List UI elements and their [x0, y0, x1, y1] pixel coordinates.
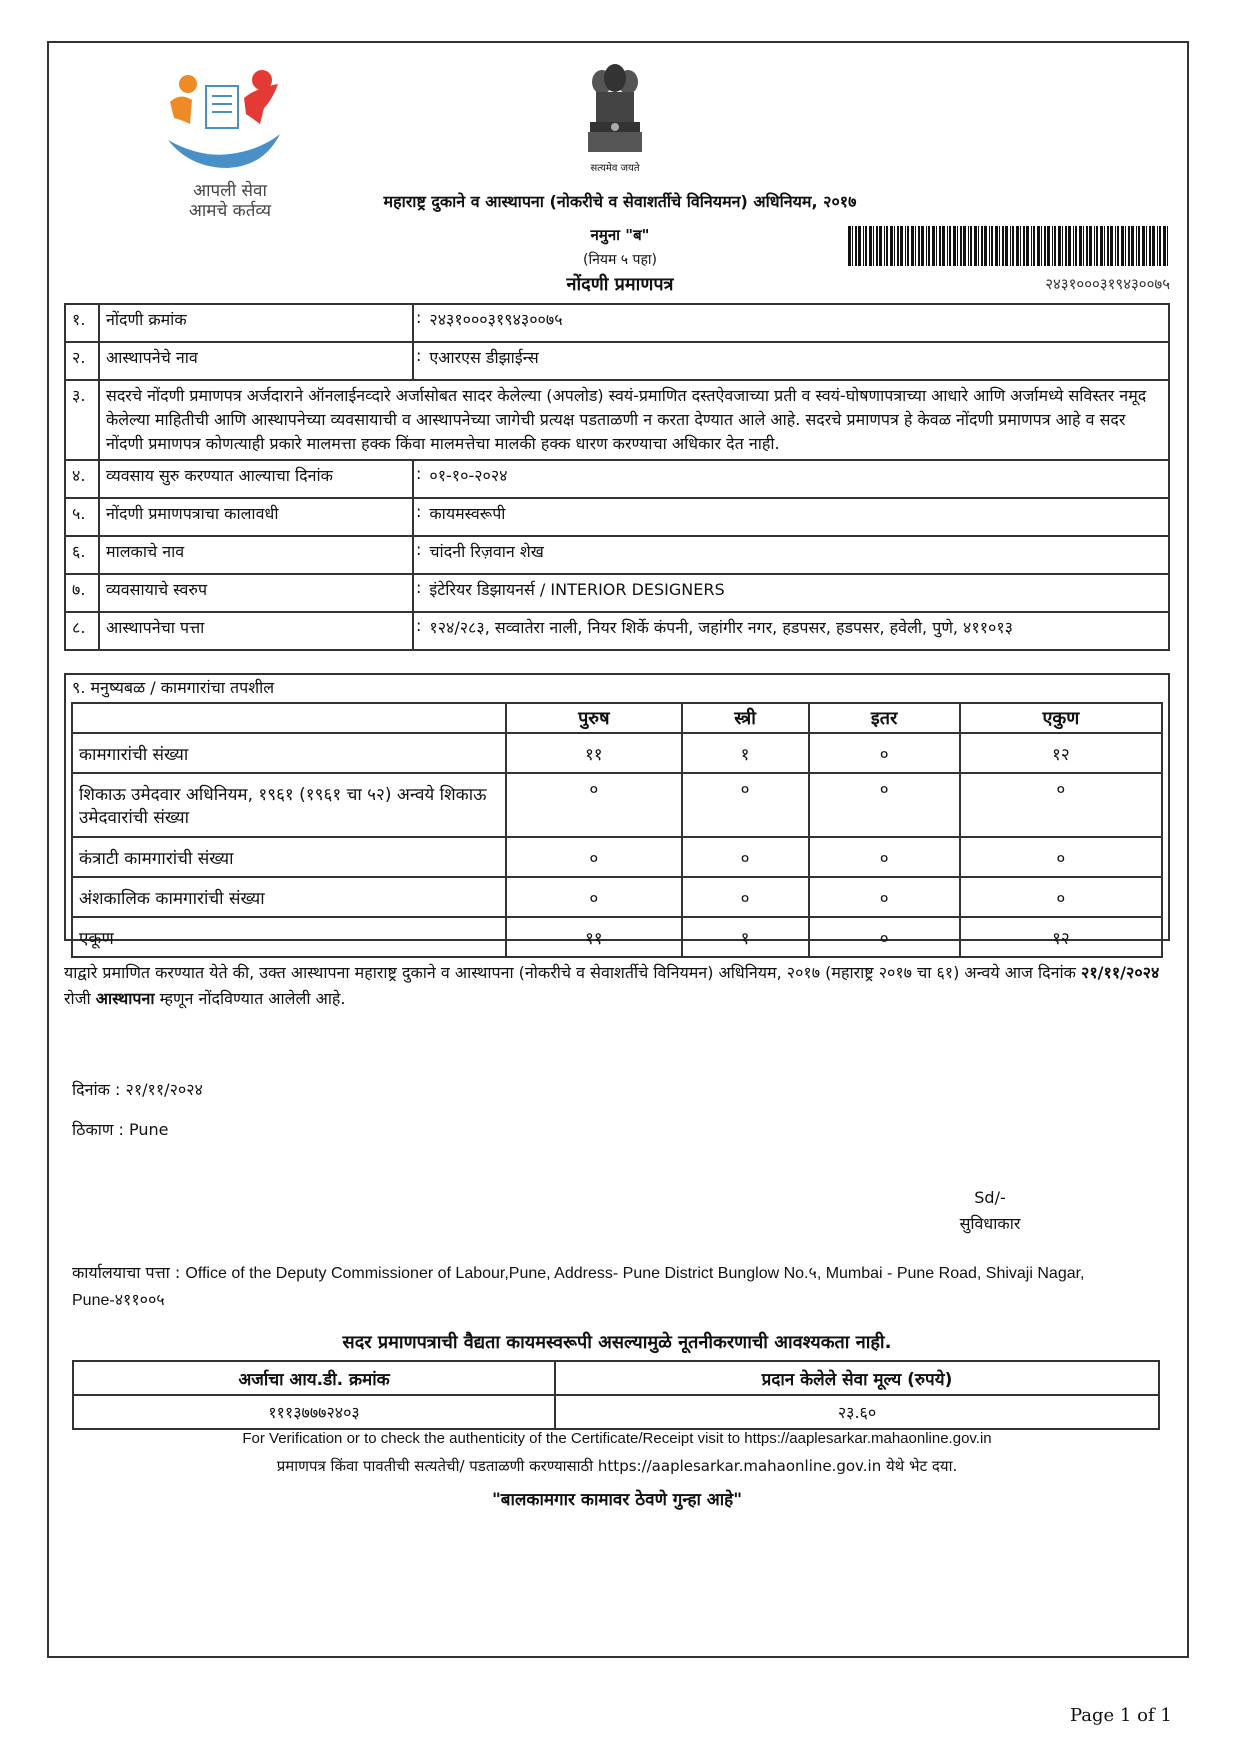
logo-tagline-2: आमचे कर्तव्य	[188, 201, 272, 221]
workforce-header-row	[72, 703, 1162, 733]
info-row-business-nature: ७. व्यवसायाचे स्वरुप : इंटेरियर डिझायनर्स / INTERIOR DESIGNERS	[65, 574, 1169, 612]
col-female: स्त्री	[682, 703, 809, 733]
info-row-validity: ५. नोंदणी प्रमाणपत्राचा कालावधी : कायमस्वरूपी	[65, 498, 1169, 536]
table-row: कामगारांची संख्या ११ १ ० १२	[72, 733, 1162, 773]
business-nature: इंटेरियर डिझायनर्स / INTERIOR DESIGNERS	[423, 574, 1169, 612]
signatory-title: सुविधाकार	[959, 1214, 1021, 1233]
table-row: कंत्राटी कामगारांची संख्या ० ० ० ०	[72, 837, 1162, 877]
certificate-title: नोंदणी प्रमाणपत्र	[566, 274, 674, 295]
business-start-date: ०१-१०-२०२४	[423, 460, 1169, 498]
table-row: अंशकालिक कामगारांची संख्या ० ० ० ०	[72, 877, 1162, 917]
info-row-note: ३. सदरचे नोंदणी प्रमाणपत्र अर्जदाराने ऑनलाईनव्दारे अर्जासोबत सादर केलेल्या (अपलोड) स्वयं-प्रमाणित दस्तऐवजाच्या प्रती व स्वयं-घोषणापत्राच्या आधारे आणि अर्जामध्ये सविस्तर नमूद केलेल्या माहितीची आणि आस्थापनेच्या व्यवसायाची व आस्थापनेच्या जागेची प्रत्यक्ष पडताळणी न करता देण्यात आले आहे. सदरचे प्रमाणपत्र हे केवळ नोंदणी प्रमाणपत्र आहे व सदर नोंदणी प्रमाणपत्र कोणत्याही प्रकारे मालमत्ता हक्क किंवा मालमत्तेचा मालकी हक्क धारण करण्याचा अधिकार देत नाही.	[65, 380, 1169, 460]
establishment-name: एआरएस डीझाईन्स	[423, 342, 1169, 380]
owner-name: चांदनी रिज़वान शेख	[423, 536, 1169, 574]
certificate-validity: कायमस्वरूपी	[423, 498, 1169, 536]
registration-info-table	[64, 303, 1170, 651]
registration-date: २१/११/२०२४	[1081, 963, 1160, 982]
workforce-title: ९. मनुष्यबळ / कामगारांचा तपशील	[72, 678, 275, 697]
verification-note-mr: प्रमाणपत्र किंवा पावतीची सत्यतेची/ पडताळणी करण्यासाठी https://aaplesarkar.mahaonline.gov.in येथे भेट दया.	[276, 1457, 958, 1475]
aaple-sarkar-logo	[160, 62, 300, 232]
table-row: शिकाऊ उमेदवार अधिनियम, १९६१ (१९६१ चा ५२) अन्वये शिकाऊ उमेदवारांची संख्या ० ० ० ०	[72, 773, 1162, 837]
validity-note: सदर प्रमाणपत्राची वैद्यता कायमस्वरूपी असल्यामुळे नूतनीकरणाची आवश्यकता नाही.	[342, 1332, 892, 1353]
registration-type: आस्थापना	[95, 989, 155, 1008]
service-fee: २३.६०	[555, 1395, 1159, 1429]
info-row-start-date: ४. व्यवसाय सुरु करण्यात आल्याचा दिनांक : ०१-१०-२०२४	[65, 460, 1169, 498]
application-id: १११३७७७२४०३	[73, 1395, 555, 1429]
col-other: इतर	[809, 703, 960, 733]
form-rule: (नियम ५ पहा)	[582, 252, 657, 268]
issue-place: ठिकाण : Pune	[72, 1120, 169, 1139]
act-title: महाराष्ट्र दुकाने व आस्थापना (नोकरीचे व सेवाशर्तीचे विनियमन) अधिनियम, २०१७	[383, 192, 857, 211]
form-name: नमुना "ब"	[590, 226, 650, 244]
workforce-table	[71, 702, 1163, 958]
signature-sd: Sd/-	[974, 1188, 1006, 1207]
verification-note-en: For Verification or to check the authenticity of the Certificate/Receipt visit to https://aaplesarkar.mahaonline.gov.in	[242, 1430, 992, 1447]
application-id-header: अर्जाचा आय.डी. क्रमांक	[73, 1361, 555, 1395]
declaration-text: याद्वारे प्रमाणित करण्यात येते की, उक्त आस्थापना महाराष्ट्र दुकाने व आस्थापना (नोकरीचे व सेवाशर्तीचे विनियमन) अधिनियम, २०१७ (महाराष्ट्र २०१७ चा ६१) अन्वये आज दिनांक २१/११/२०२४ रोजी आस्थापना म्हणून नोंदविण्यात आलेली आहे.	[64, 963, 1160, 1008]
info-row-registration-no: १. नोंदणी क्रमांक : २४३१०००३१९४३००७५	[65, 304, 1169, 342]
establishment-address: १२४/२८३, सव्वातेरा नाली, नियर शिर्के कंपनी, जहांगीर नगर, हडपसर, हडपसर, हवेली, पुणे, ४११०१३	[423, 612, 1169, 650]
office-address: कार्यालयाचा पत्ता : Office of the Deputy Commissioner of Labour,Pune, Address- Pune District Bunglow No.५, Mumbai - Pune Road, Shivaji Nagar, Pune-४११००५	[72, 1263, 1085, 1309]
logo-tagline-1: आपली सेवा	[193, 181, 267, 201]
barcode-number: २४३१०००३१९४३००७५	[1045, 275, 1170, 293]
info-row-address: ८. आस्थापनेचा पत्ता : १२४/२८३, सव्वातेरा नाली, नियर शिर्के कंपनी, जहांगीर नगर, हडपसर, हडपसर, हवेली, पुणे, ४११०१३	[65, 612, 1169, 650]
national-emblem-icon	[582, 60, 648, 168]
table-row: एकूण ११ १ ० १२	[72, 917, 1162, 957]
certificate-note: सदरचे नोंदणी प्रमाणपत्र अर्जदाराने ऑनलाईनव्दारे अर्जासोबत सादर केलेल्या (अपलोड) स्वयं-प्रमाणित दस्तऐवजाच्या प्रती व स्वयं-घोषणापत्राच्या आधारे आणि अर्जामध्ये सविस्तर नमूद केलेल्या माहितीची आणि आस्थापनेच्या व्यवसायाची व आस्थापनेच्या जागेची प्रत्यक्ष पडताळणी न करता देण्यात आले आहे. सदरचे प्रमाणपत्र हे केवळ नोंदणी प्रमाणपत्र आहे व सदर नोंदणी प्रमाणपत्र कोणत्याही प्रकारे मालमत्ता हक्क किंवा मालमत्तेचा मालकी हक्क धारण करण्याचा अधिकार देत नाही.	[99, 380, 1169, 460]
col-total: एकुण	[960, 703, 1162, 733]
info-row-establishment-name: २. आस्थापनेचे नाव : एआरएस डीझाईन्स	[65, 342, 1169, 380]
emblem-motto: सत्यमेव जयते	[590, 163, 640, 174]
registration-number: २४३१०००३१९४३००७५	[423, 304, 1169, 342]
fee-table	[72, 1360, 1160, 1430]
barcode	[848, 226, 1170, 266]
child-labour-slogan: "बालकामगार कामावर ठेवणे गुन्हा आहे"	[491, 1490, 743, 1510]
info-row-owner: ६. मालकाचे नाव : चांदनी रिज़वान शेख	[65, 536, 1169, 574]
page-number: Page 1 of 1	[1070, 1705, 1172, 1726]
col-male: पुरुष	[506, 703, 682, 733]
issue-date: दिनांक : २१/११/२०२४	[72, 1080, 203, 1099]
service-fee-header: प्रदान केलेले सेवा मूल्य (रुपये)	[555, 1361, 1159, 1395]
